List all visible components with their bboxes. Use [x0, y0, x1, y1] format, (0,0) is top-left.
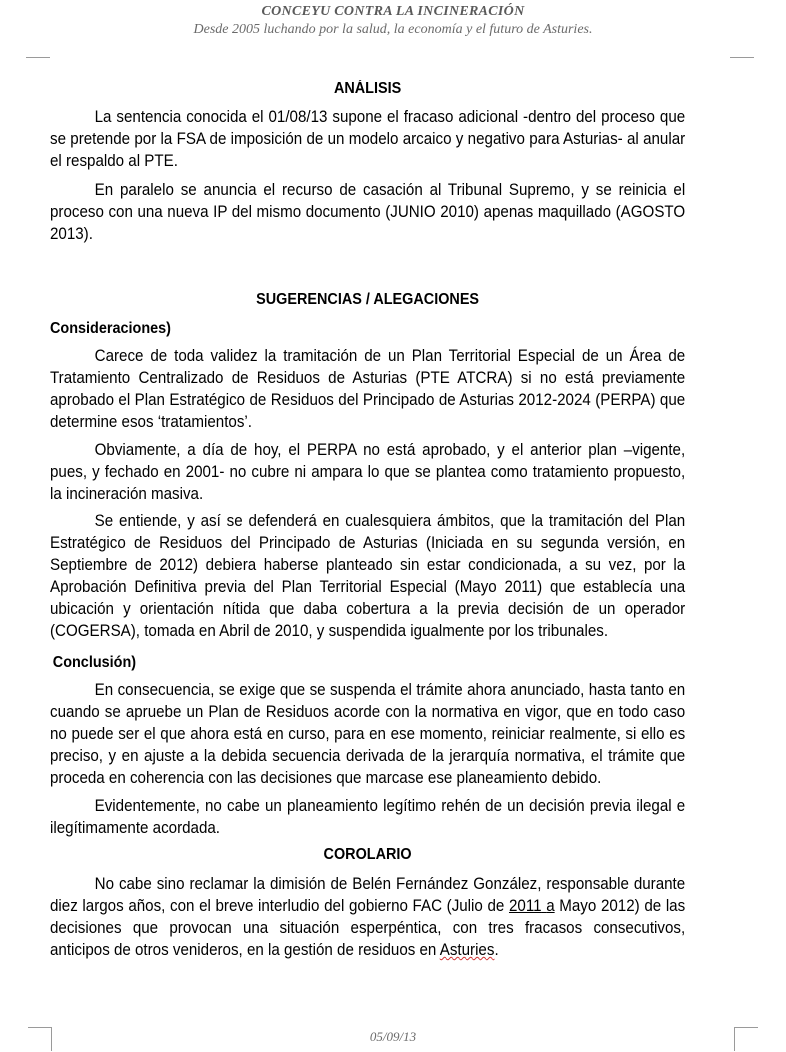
letterhead-title: CONCEYU CONTRA LA INCINERACIÓN: [261, 4, 525, 19]
footer-margin-mark-right: [734, 1027, 758, 1028]
analisis-paragraph: En paralelo se anuncia el recurso de casación al Tribunal Supremo, y se reinicia el proceso con una nueva IP del mismo documento (JUNIO 2010) apenas maquillado (AGOSTO 2013).: [50, 181, 686, 243]
spellcheck-flagged-word: Asturies: [439, 941, 495, 959]
footer-date: 05/09/13: [369, 1029, 417, 1044]
conclusion-paragraph: Evidentemente, no cabe un planeamiento legítimo rehén de un decisión previa ilegal e ilegítimamente acordada.: [50, 797, 686, 837]
consideraciones-paragraph: Obviamente, a día de hoy, el PERPA no está aprobado, y el anterior plan –vigente, pues, y fechado en 2001- no cubre ni ampara lo que se plantea como tratamiento propuesto, la incineración masiva.: [50, 441, 686, 503]
letterhead-subtitle: Desde 2005 luchando por la salud, la economía y el futuro de Asturies.: [193, 22, 593, 37]
consideraciones-title: Consideraciones): [50, 320, 171, 337]
corolario-underlined-text: [509, 897, 555, 915]
sugerencias-heading: SUGERENCIAS / ALEGACIONES: [256, 291, 480, 308]
analisis-paragraph: La sentencia conocida el 01/08/13 supone el fracaso adicional -dentro del proceso que se pretende por la FSA de imposición de un modelo arcaico y negativo para Asturias- al anular el respaldo al PTE.: [50, 108, 686, 170]
corolario-heading: COROLARIO: [323, 846, 412, 863]
analisis-heading: ANÁLISIS: [333, 80, 402, 97]
corolario-text: Mayo 2012) de las decisiones que provocan una situación esperpéntica, con tres fracasos consecutivos, anticipos de otros venideros, en la gestión de residuos en: [50, 897, 686, 959]
corolario-paragraph: [50, 873, 685, 961]
consideraciones-paragraph: Se entiende, y así se defenderá en cualesquiera ámbitos, que la tramitación del Plan Estratégico de Residuos del Principado de Asturias (Iniciada en su segunda versión, en Septiembre de 2012) debiera haberse planteado sin estar condicionada, a su vez, por la Aprobación Definitiva previa del Plan Territorial Especial (Mayo 2011) que establecía una ubicación y orientación nítida que daba cobertura a la previa decisión de un operador (COGERSA), tomada en Abril de 2010, y suspendida igualmente por los tribunales.: [50, 512, 686, 640]
conclusion-paragraph: En consecuencia, se exige que se suspenda el trámite ahora anunciado, hasta tanto en cuando se apruebe un Plan de Residuos acorde con la normativa en vigor, que en todo caso no puede ser el que ahora está en curso, para en ese momento, reiniciar realmente, si ello es preciso, y en ajuste a la debida secuencia derivada de la jerarquía normativa, el trámite que proceda en coherencia con las decisiones que marcase ese planeamiento debido.: [50, 681, 686, 787]
consideraciones-paragraph: Carece de toda validez la tramitación de un Plan Territorial Especial de un Área de Tratamiento Centralizado de Residuos de Asturias (PTE ATCRA) si no está previamente aprobado el Plan Estratégico de Residuos del Principado de Asturias 2012-2024 (PERPA) que determine esos ‘tratamientos’.: [50, 347, 686, 431]
corolario-text: .: [494, 941, 499, 959]
corolario-underlined-year: 2011: [508, 897, 542, 915]
header-margin-mark-right: [730, 57, 754, 58]
document-body: [50, 78, 685, 961]
corolario-underlined-word: a: [546, 897, 555, 915]
corolario-text: No cabe sino reclamar la dimisión de Belén Fernández González, responsable durante diez largos años, con el breve interludio del gobierno FAC (Julio de: [50, 875, 686, 915]
footer-margin-mark-left: [28, 1027, 52, 1028]
header-margin-mark-left: [26, 57, 50, 58]
conclusion-title: Conclusión): [52, 654, 137, 671]
